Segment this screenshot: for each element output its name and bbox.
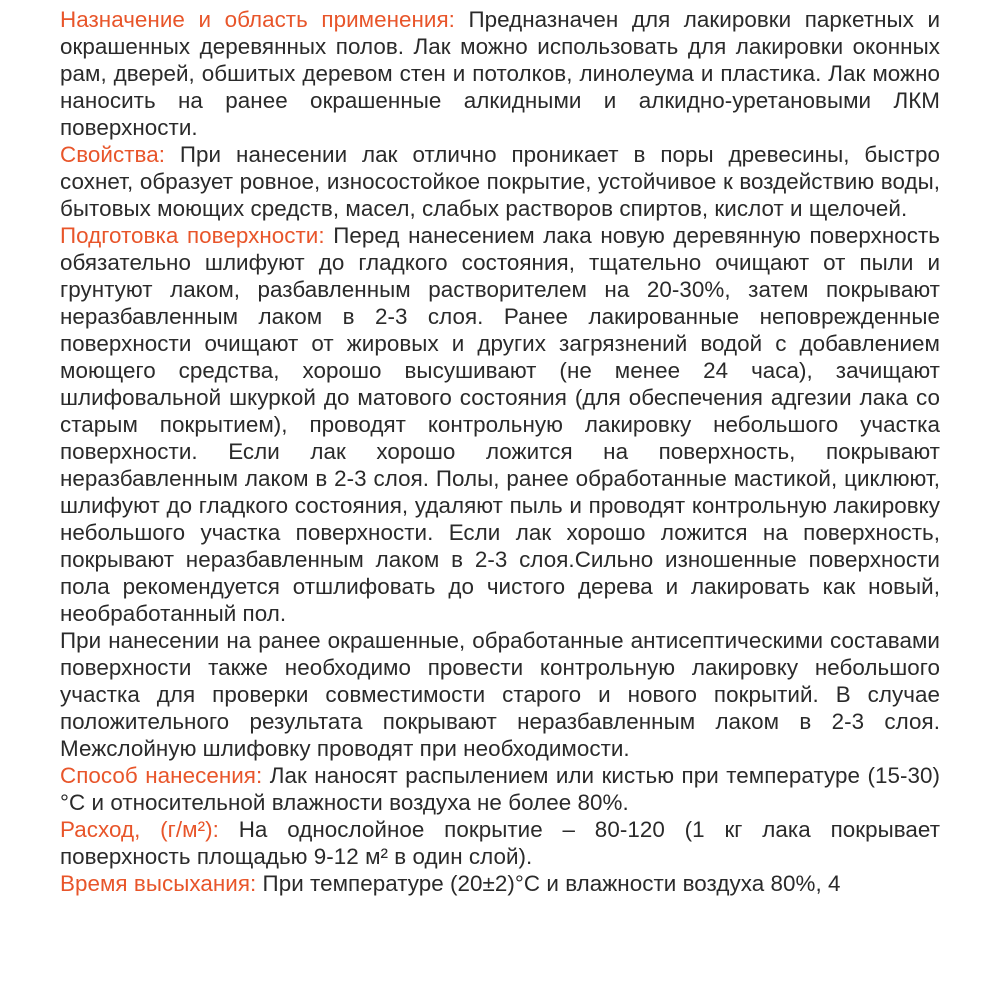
section-surface-preparation-text: Перед нанесением лака новую деревянную поверхность обязательно шлифуют до гладкого состояния, тщательно очищают от пыли и грунтуют лаком, разбавленным растворителем на 20-30%, затем покрывают неразбавленным лаком в 2-3 слоя. Ранее лакированные неповрежденные поверхности очищают от жировых и других загрязнений водой с добавлением моющего средства, хорошо высушивают (не менее 24 часа), зачищают шлифовальной шкуркой до матового состояния (для обеспечения адгезии лака со старым покрытием), проводят контрольную лакировку небольшого участка поверхности. Если лак хорошо ложится на поверхность, покрывают неразбавленным лаком в 2-3 слоя. Полы, ранее обработанные мастикой, циклюют, шлифуют до гладкого состояния, удаляют пыль и проводят контрольную лакировку небольшого участка поверхности. Если лак хорошо ложится на поверхность, покрывают неразбавленным лаком в 2-3 слоя.Сильно изношенные поверхности пола рекомендуется отшлифовать до чистого дерева и лакировать как новый, необработанный пол. <box>60 223 940 626</box>
section-painted-surfaces <box>60 627 940 762</box>
section-properties-label: Свойства: <box>60 142 165 167</box>
section-consumption-label: Расход, (г/м²): <box>60 817 219 842</box>
section-application-method-label: Способ нанесения: <box>60 763 263 788</box>
section-purpose <box>60 6 940 141</box>
section-surface-preparation-label: Подготовка поверхности: <box>60 223 325 248</box>
section-purpose-label: Назначение и область применения: <box>60 7 455 32</box>
section-consumption-text: На однослойное покрытие – 80-120 (1 кг лака покрывает поверхность площадью 9-12 м² в один слой). <box>60 817 940 869</box>
section-surface-preparation <box>60 222 940 627</box>
section-drying-time <box>60 870 940 897</box>
section-drying-time-text: При температуре (20±2)°С и влажности воздуха 80%, 4 <box>256 871 841 896</box>
section-properties-text: При нанесении лак отлично проникает в поры древесины, быстро сохнет, образует ровное, износостойкое покрытие, устойчивое к воздействию воды, бытовых моющих средств, масел, слабых растворов спиртов, кислот и щелочей. <box>60 142 940 221</box>
section-application-method-text: Лак наносят распылением или кистью при температуре (15-30)°С и относительной влажности воздуха не более 80%. <box>60 763 940 815</box>
section-painted-surfaces-text: При нанесении на ранее окрашенные, обработанные антисептическими составами поверхности также необходимо провести контрольную лакировку небольшого участка для проверки совместимости старого и нового покрытий. В случае положительного результата покрывают неразбавленным лаком в 2-3 слоя. Межслойную шлифовку проводят при необходимости. <box>60 628 940 761</box>
section-consumption <box>60 816 940 870</box>
section-application-method <box>60 762 940 816</box>
varnish-description-document <box>60 6 940 897</box>
section-properties <box>60 141 940 222</box>
section-drying-time-label: Время высыхания: <box>60 871 257 896</box>
section-purpose-text: Предназначен для лакировки паркетных и окрашенных деревянных полов. Лак можно использовать для лакировки оконных рам, дверей, обшитых деревом стен и потолков, линолеума и пластика. Лак можно наносить на ранее окрашенные алкидными и алкидно-уретановыми ЛКМ поверхности. <box>60 7 941 140</box>
